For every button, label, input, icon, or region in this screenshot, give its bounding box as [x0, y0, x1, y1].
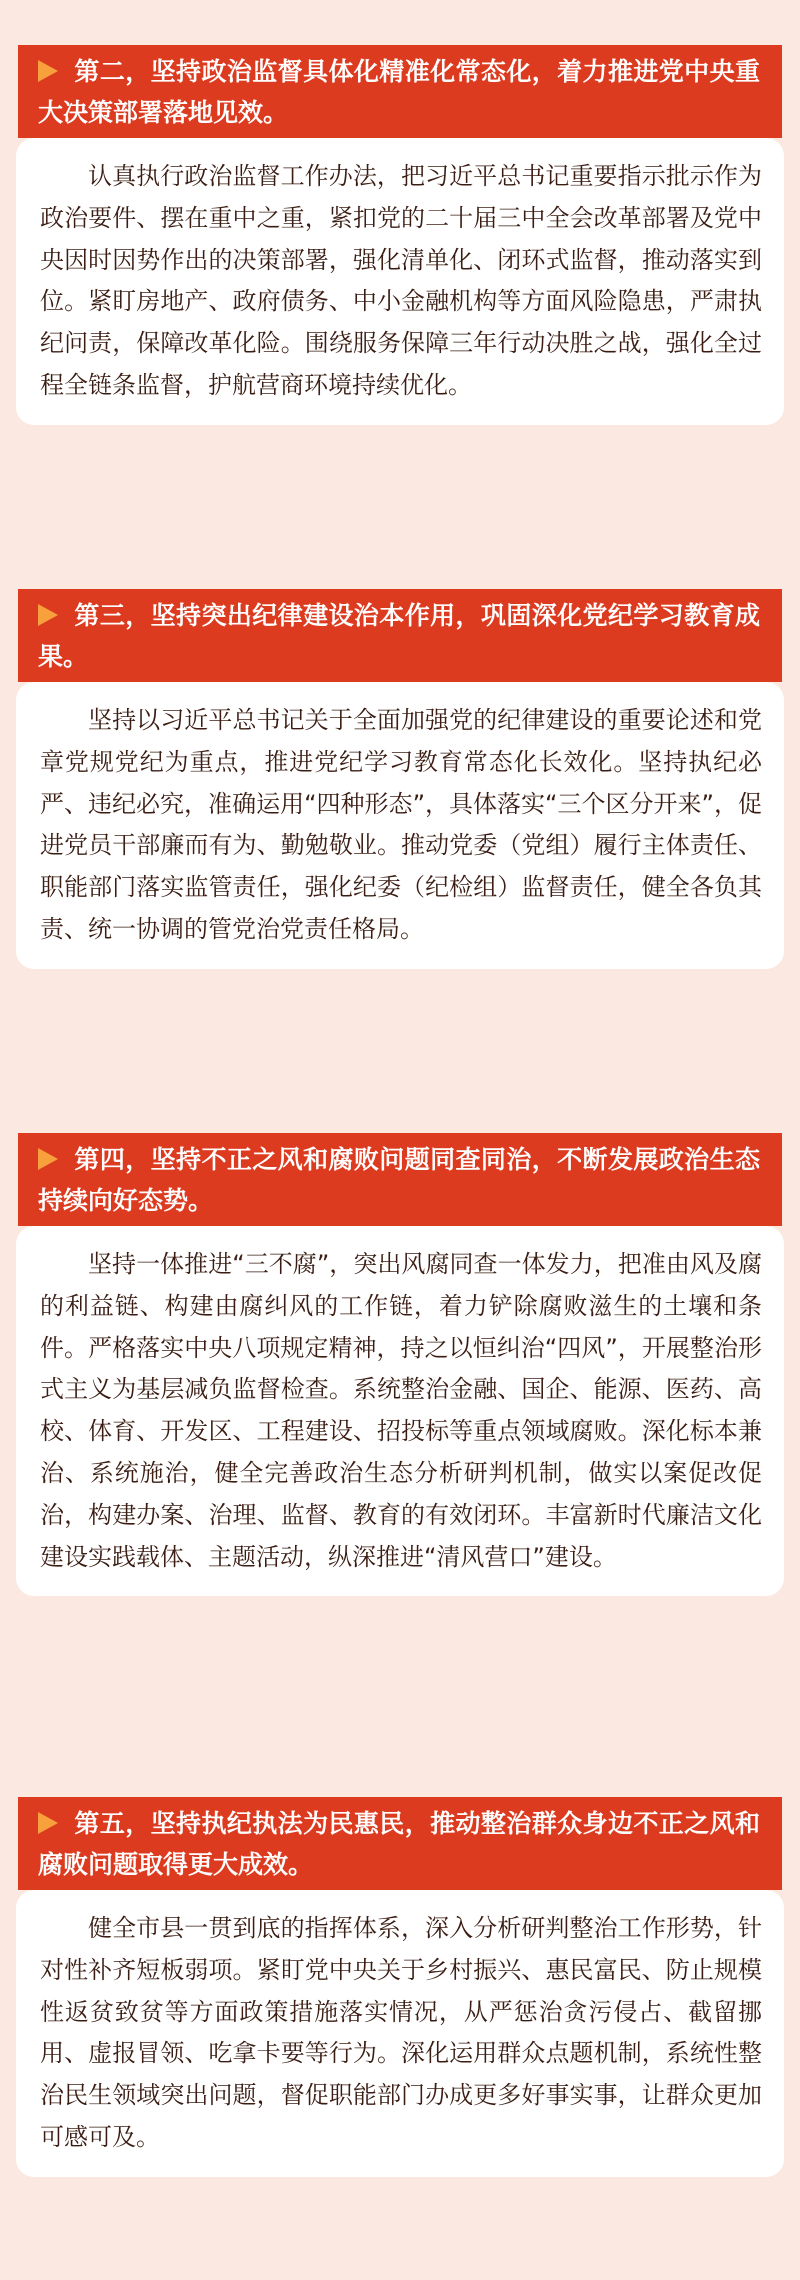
section-2	[18, 45, 782, 425]
triangle-right-icon	[38, 1148, 58, 1170]
section-4-header	[18, 1133, 782, 1226]
section-2-header	[18, 45, 782, 138]
section-2-body: 认真执行政治监督工作办法，把习近平总书记重要指示批示作为政治要件、摆在重中之重，紧扣党的二十届三中全会改革部署及党中央因时因势作出的决策部署，强化清单化、闭环式监督，推动落实到位。紧盯房地产、政府债务、中小金融机构等方面风险隐患，严肃执纪问责，保障改革化险。围绕服务保障三年行动决胜之战，强化全过程全链条监督，护航营商环境持续优化。	[16, 138, 784, 425]
section-4	[18, 1133, 782, 1596]
section-3	[18, 589, 782, 969]
section-4-body: 坚持一体推进“三不腐”，突出风腐同查一体发力，把准由风及腐的利益链、构建由腐纠风的工作链，着力铲除腐败滋生的土壤和条件。严格落实中央八项规定精神，持之以恒纠治“四风”，开展整治形式主义为基层减负监督检查。系统整治金融、国企、能源、医药、高校、体育、开发区、工程建设、招投标等重点领域腐败。深化标本兼治、系统施治，健全完善政治生态分析研判机制，做实以案促改促治，构建办案、治理、监督、教育的有效闭环。丰富新时代廉洁文化建设实践载体、主题活动，纵深推进“清风营口”建设。	[16, 1226, 784, 1596]
section-4-title: 第四，坚持不正之风和腐败问题同查同治，不断发展政治生态持续向好态势。	[38, 1145, 760, 1215]
section-5-title: 第五，坚持执纪执法为民惠民，推动整治群众身边不正之风和腐败问题取得更大成效。	[38, 1809, 760, 1879]
triangle-right-icon	[38, 60, 58, 82]
section-3-body: 坚持以习近平总书记关于全面加强党的纪律建设的重要论述和党章党规党纪为重点，推进党纪学习教育常态化长效化。坚持执纪必严、违纪必究，准确运用“四种形态”，具体落实“三个区分开来”，促进党员干部廉而有为、勤勉敬业。推动党委（党组）履行主体责任、职能部门落实监管责任，强化纪委（纪检组）监督责任，健全各负其责、统一协调的管党治党责任格局。	[16, 682, 784, 969]
section-5-body: 健全市县一贯到底的指挥体系，深入分析研判整治工作形势，针对性补齐短板弱项。紧盯党中央关于乡村振兴、惠民富民、防止规模性返贫致贫等方面政策措施落实情况，从严惩治贪污侵占、截留挪用、虚报冒领、吃拿卡要等行为。深化运用群众点题机制，系统性整治民生领域突出问题，督促职能部门办成更多好事实事，让群众更加可感可及。	[16, 1890, 784, 2177]
section-5-header	[18, 1797, 782, 1890]
section-2-title: 第二，坚持政治监督具体化精准化常态化，着力推进党中央重大决策部署落地见效。	[38, 57, 760, 127]
section-3-header	[18, 589, 782, 682]
triangle-right-icon	[38, 604, 58, 626]
section-3-title: 第三，坚持突出纪律建设治本作用，巩固深化党纪学习教育成果。	[38, 601, 760, 671]
section-5	[18, 1797, 782, 2177]
triangle-right-icon	[38, 1812, 58, 1834]
